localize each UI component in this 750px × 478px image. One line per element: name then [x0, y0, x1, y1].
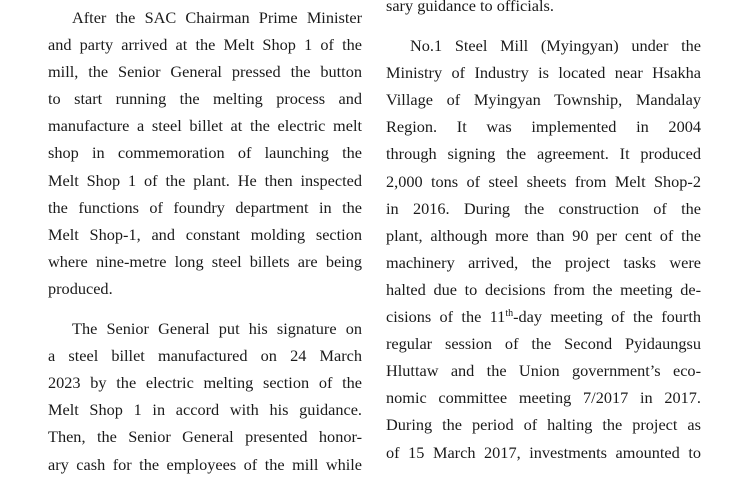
- text-line: Then, the Senior General presented honor-: [48, 427, 362, 447]
- text-line: a steel billet manufactured on 24 March: [48, 346, 362, 366]
- left-column: [48, 4, 362, 478]
- right-column: [386, 0, 701, 466]
- text-line: mill, the Senior General pressed the button: [48, 62, 362, 82]
- text-line: Hluttaw and the Union government’s eco-: [386, 361, 701, 381]
- text-line: plant, although more than 90 per cent of the: [386, 225, 701, 245]
- text-line: 2023 by the electric melting section of the: [48, 373, 362, 393]
- text-line: Ministry of Industry is located near Hsakha: [386, 63, 701, 83]
- text-line: Melt Shop-1, and constant molding section: [48, 224, 362, 244]
- paragraph: [386, 32, 701, 466]
- text-line: Melt Shop 1 of the plant. He then inspected: [48, 170, 362, 190]
- text-line: Village of Myingyan Township, Mandalay: [386, 90, 701, 110]
- text-line: in 2016. During the construction of the: [386, 198, 701, 218]
- text-line: During the period of halting the project as: [386, 415, 701, 435]
- text-line: 2,000 tons of steel sheets from Melt Shop-2: [386, 171, 701, 191]
- text-line: No.1 Steel Mill (Myingyan) under the: [410, 36, 701, 56]
- text-line: After the SAC Chairman Prime Minister: [72, 8, 362, 27]
- text-line: to start running the melting process and: [48, 89, 362, 109]
- paragraph: [386, 0, 701, 19]
- text-line: shop in commemoration of launching the: [48, 143, 362, 163]
- text-line: through signing the agreement. It produced: [386, 144, 701, 164]
- text-line: machinery arrived, the project tasks were: [386, 252, 701, 272]
- text-line: Melt Shop 1 in accord with his guidance.: [48, 400, 362, 420]
- text-line: Region. It was implemented in 2004: [386, 117, 701, 137]
- text-fragment: cisions of the 11: [386, 307, 506, 327]
- paragraph: [48, 315, 362, 478]
- text-line: ary cash for the employees of the mill while: [48, 454, 362, 474]
- text-line: and party arrived at the Melt Shop 1 of the: [48, 35, 362, 55]
- text-line: produced.: [48, 278, 113, 298]
- text-line: where nine-metre long steel billets are being: [48, 251, 362, 271]
- text-line: nomic committee meeting 7/2017 in 2017.: [386, 388, 701, 408]
- text-line: manufacture a steel billet at the electric melt: [48, 116, 362, 136]
- text-line: The Senior General put his signature on: [72, 319, 362, 339]
- text-fragment: -day meeting of the fourth: [513, 307, 701, 327]
- text-line: halted due to decisions from the meeting de-: [386, 279, 701, 299]
- text-line: sary guidance to officials.: [386, 0, 554, 15]
- ordinal-superscript: th: [505, 308, 514, 320]
- text-line: [386, 303, 701, 330]
- text-line: of 15 March 2017, investments amounted to: [386, 442, 701, 462]
- paragraph: [48, 4, 362, 302]
- text-line: the functions of foundry department in the: [48, 197, 362, 217]
- text-line: regular session of the Second Pyidaungsu: [386, 334, 701, 354]
